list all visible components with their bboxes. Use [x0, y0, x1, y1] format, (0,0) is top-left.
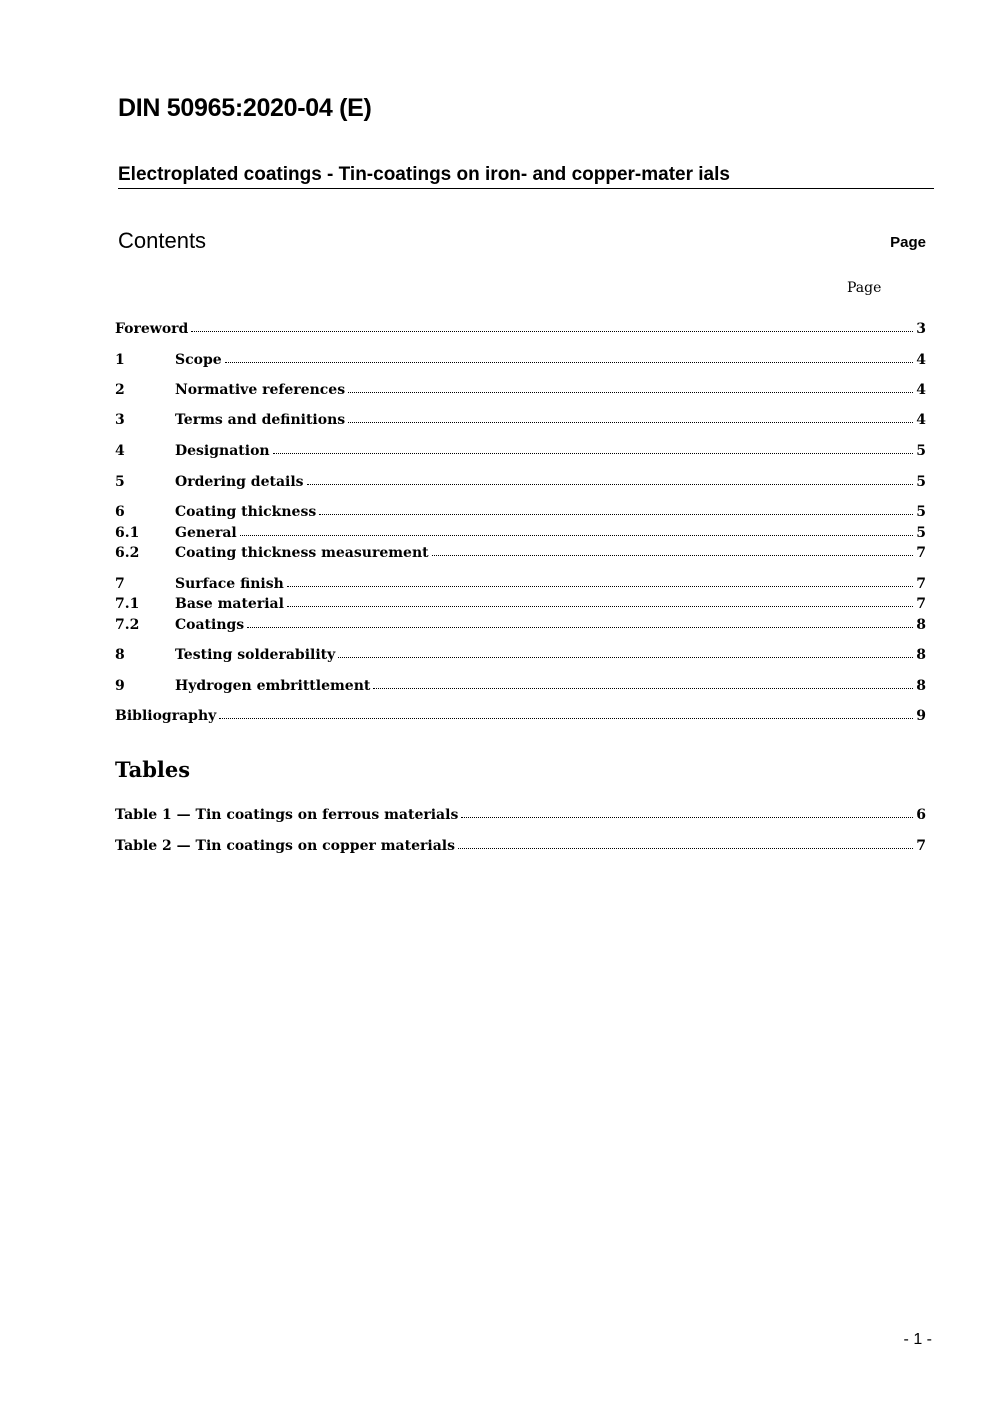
- toc-leader-dots: [348, 422, 913, 423]
- toc-leader-dots: [432, 555, 913, 556]
- toc-leader-dots: [307, 484, 913, 485]
- toc-entry-number: 3: [115, 412, 125, 428]
- toc-entry-page: 7: [916, 545, 926, 561]
- toc-entry-general[interactable]: [115, 524, 926, 542]
- toc-entry-title: Ordering details: [175, 474, 304, 490]
- toc-entry-page: 7: [916, 596, 926, 612]
- toc-entry-title: Hydrogen embrittlement: [175, 678, 371, 694]
- toc-entry-title: Surface finish: [175, 576, 284, 592]
- toc-entry-page: 8: [916, 678, 926, 694]
- toc-entry-number: 1: [115, 352, 125, 368]
- toc-entry-number: 5: [115, 474, 125, 490]
- toc-entry-coatings[interactable]: [115, 616, 926, 634]
- toc-leader-dots: [319, 514, 913, 515]
- toc-entry-title: Bibliography: [115, 708, 217, 724]
- toc-leader-dots: [348, 392, 913, 393]
- toc-entry-title: Designation: [175, 443, 270, 459]
- toc-entry-base-material[interactable]: [115, 595, 926, 613]
- toc-entry-page: 5: [916, 504, 926, 520]
- toc-entry-title: General: [175, 525, 237, 541]
- toc-entry-number: 7.1: [115, 596, 140, 612]
- toc-entry-number: 6: [115, 504, 125, 520]
- toc-table-1[interactable]: [115, 806, 926, 824]
- toc-page-label: Page: [847, 280, 882, 296]
- toc-leader-dots: [373, 688, 913, 689]
- document-subtitle: Electroplated coatings - Tin-coatings on iron- and copper-mater ials: [118, 164, 934, 189]
- toc-entry-number: 2: [115, 382, 125, 398]
- toc-leader-dots: [287, 586, 913, 587]
- page-number: - 1 -: [903, 1331, 932, 1348]
- toc-entry-page: 7: [916, 838, 926, 854]
- contents-page-label: Page: [890, 234, 926, 251]
- toc-entry-title: Foreword: [115, 321, 189, 337]
- toc-entry-coating-thickness-measurement[interactable]: [115, 544, 926, 562]
- toc-leader-dots: [338, 657, 913, 658]
- toc-leader-dots: [247, 627, 913, 628]
- toc-entry-title: Coating thickness measurement: [175, 545, 429, 561]
- toc-entry-testing-solderability[interactable]: [115, 646, 926, 664]
- toc-entry-page: 8: [916, 617, 926, 633]
- toc-leader-dots: [219, 718, 913, 719]
- toc-entry-title: Coating thickness: [175, 504, 317, 520]
- toc-entry-page: 5: [916, 525, 926, 541]
- toc-entry-page: 4: [916, 412, 926, 428]
- toc-entry-number: 7: [115, 576, 125, 592]
- toc-leader-dots: [273, 453, 913, 454]
- toc-entry-bibliography[interactable]: [115, 707, 926, 725]
- toc-leader-dots: [461, 817, 913, 818]
- toc-entry-page: 5: [916, 443, 926, 459]
- contents-heading: Contents: [118, 228, 207, 253]
- toc-entry-page: 6: [916, 807, 926, 823]
- toc-entry-number: 4: [115, 443, 125, 459]
- toc-entry-designation[interactable]: [115, 442, 926, 460]
- toc-entry-page: 4: [916, 382, 926, 398]
- toc-entry-title: Normative references: [175, 382, 346, 398]
- toc-entry-page: 4: [916, 352, 926, 368]
- toc-entry-page: 7: [916, 576, 926, 592]
- toc-entry-page: 8: [916, 647, 926, 663]
- toc-entry-foreword[interactable]: [115, 320, 926, 338]
- toc-entry-number: 6.2: [115, 545, 140, 561]
- toc-entry-number: 6.1: [115, 525, 140, 541]
- toc-entry-page: 9: [916, 708, 926, 724]
- toc-leader-dots: [191, 331, 913, 332]
- toc-entry-title: Base material: [175, 596, 284, 612]
- toc-entry-coating-thickness[interactable]: [115, 503, 926, 521]
- toc-entry-scope[interactable]: [115, 351, 926, 369]
- toc-entry-page: 3: [916, 321, 926, 337]
- toc-leader-dots: [458, 848, 913, 849]
- toc-entry-terms-and-definitions[interactable]: [115, 411, 926, 429]
- toc-leader-dots: [287, 606, 913, 607]
- toc-entry-title: Scope: [175, 352, 222, 368]
- toc-entry-title: Testing solderability: [175, 647, 336, 663]
- toc-entry-page: 5: [916, 474, 926, 490]
- toc-entry-number: 7.2: [115, 617, 140, 633]
- toc-entry-title: Table 1 — Tin coatings on ferrous materials: [115, 807, 459, 823]
- toc-entry-title: Coatings: [175, 617, 245, 633]
- toc-leader-dots: [225, 362, 913, 363]
- document-title: DIN 50965:2020-04 (E): [118, 94, 372, 122]
- toc-entry-title: Terms and definitions: [175, 412, 346, 428]
- toc-table-2[interactable]: [115, 837, 926, 855]
- toc-entry-surface-finish[interactable]: [115, 575, 926, 593]
- toc-entry-number: 8: [115, 647, 125, 663]
- toc-entry-number: 9: [115, 678, 125, 694]
- toc-leader-dots: [240, 535, 913, 536]
- toc-entry-ordering-details[interactable]: [115, 473, 926, 491]
- toc-entry-normative-references[interactable]: [115, 381, 926, 399]
- toc-entry-title: Table 2 — Tin coatings on copper materials: [115, 838, 455, 854]
- tables-heading: Tables: [115, 757, 191, 782]
- toc-entry-hydrogen-embrittlement[interactable]: [115, 677, 926, 695]
